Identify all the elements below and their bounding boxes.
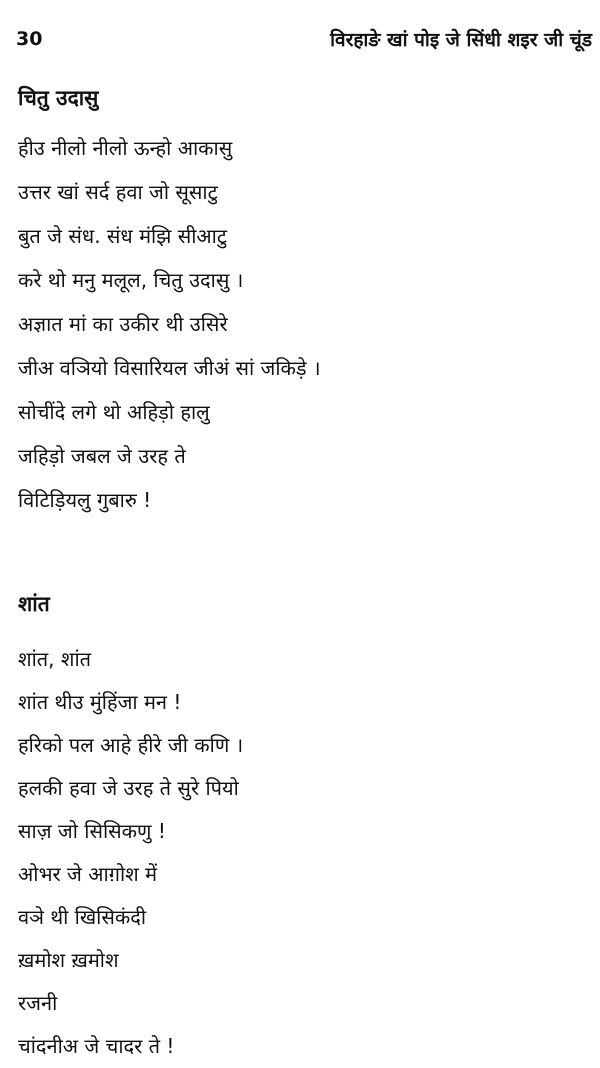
- poem-line: चांदनीअ जे चादर ते !: [18, 1034, 175, 1058]
- poem-chitu-udasu: [18, 84, 578, 522]
- poem-title: शांत: [18, 592, 50, 616]
- poem-line: करे थो मनु मलूल, चितु उदासु ।: [18, 268, 244, 292]
- poem-line: शांत, शांत: [18, 647, 92, 671]
- poem-line: ओभर जे आग़ोश में: [18, 862, 158, 886]
- poem-line: हरिको पल आहे हीरे जी कणि ।: [18, 733, 244, 757]
- page-header: [16, 26, 592, 56]
- running-title: विरहाङे खां पोइ जे सिंधी शइर जी चूंड: [330, 29, 592, 51]
- poem-line: बुत जे संध. संध मंझि सीआटु: [18, 224, 227, 248]
- poem-line: वञे थी खिसिकंदी: [18, 905, 147, 929]
- poem-line: शांत थीउ मुंहिंजा मन !: [18, 690, 182, 714]
- page-number: 30: [16, 28, 43, 50]
- poem-stanza: [18, 126, 578, 522]
- poem-line: रजनी: [18, 991, 58, 1015]
- poem-shant: [18, 590, 578, 1068]
- poem-line: जहिड़ो जबल जे उरह ते: [18, 444, 186, 468]
- poem-stanza: [18, 638, 578, 1068]
- poem-line: अज्ञात मां का उकीर थी उसिरे: [18, 312, 228, 336]
- poem-line: हीउ नीलो नीलो ऊन्हो आकासु: [18, 136, 233, 160]
- poem-line: सोचींदे लगे थो अहिड़ो हालु: [18, 400, 210, 424]
- poem-line: हलकी हवा जे उरह ते सुरे पियो: [18, 776, 239, 800]
- poem-line: उत्तर खां सर्द हवा जो सूसाटु: [18, 180, 218, 204]
- poem-line: जीअ वञियो विसारियल जीअं सां जकिड़े ।: [18, 356, 321, 380]
- poem-title: चितु उदासु: [18, 86, 99, 110]
- poem-line: साज़ जो सिसिकणु !: [18, 819, 166, 843]
- poem-line: ख़मोश ख़मोश: [18, 948, 119, 972]
- poem-line: विटिड़ियलु गुबारु !: [18, 488, 152, 512]
